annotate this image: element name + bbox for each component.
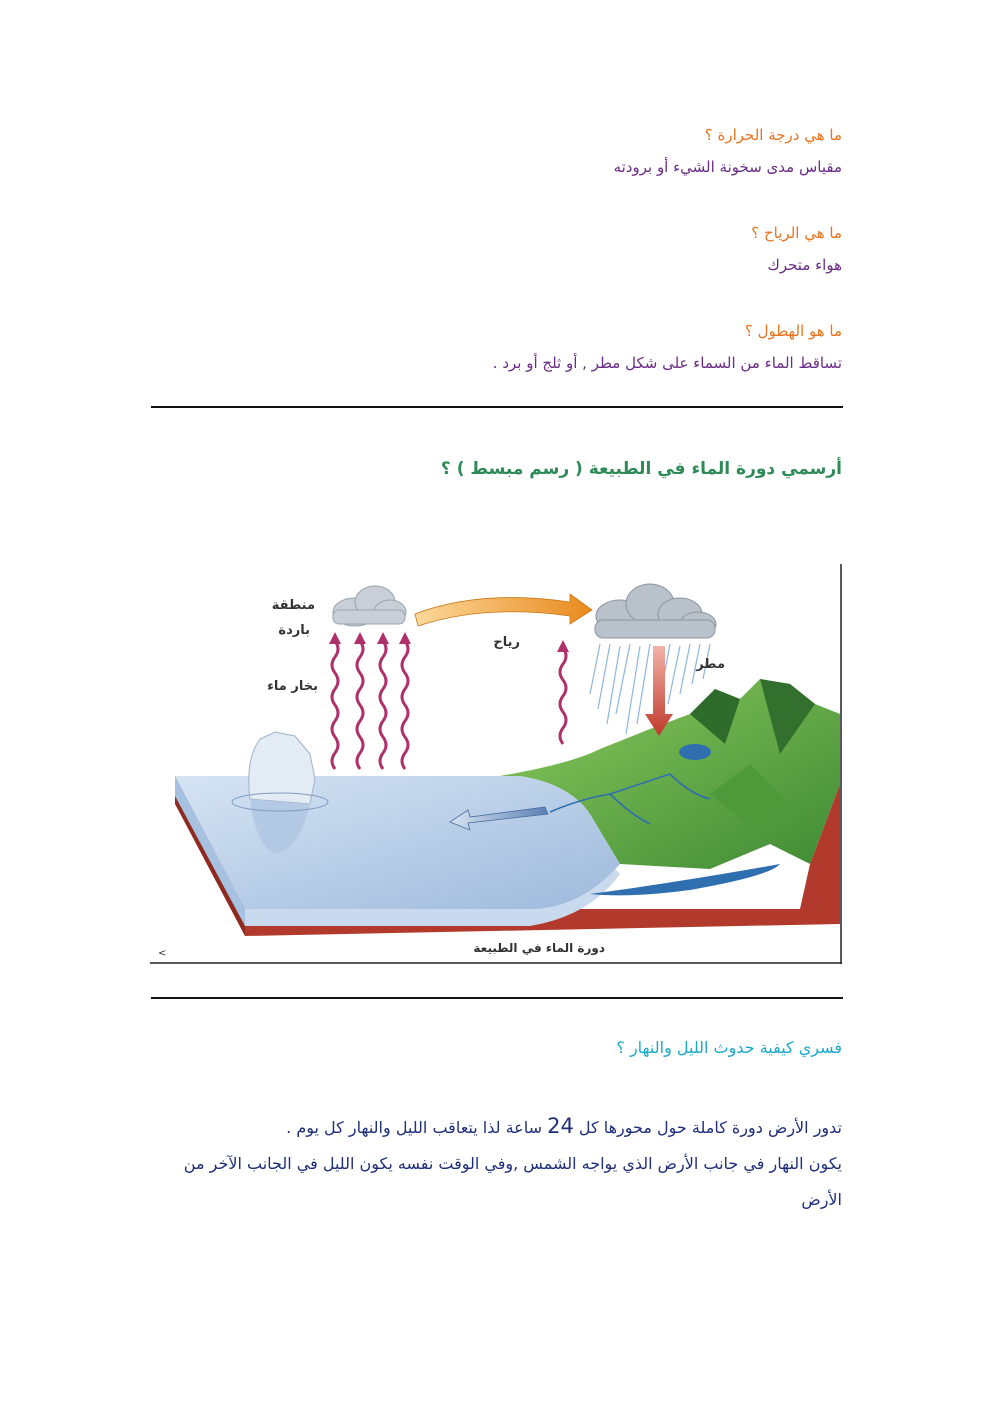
label-rain: مطر bbox=[696, 657, 725, 672]
question-temperature: ما هي درجة الحرارة ؟ bbox=[704, 126, 842, 144]
answer-winds: هواء متحرك bbox=[767, 256, 842, 274]
wind-arrow bbox=[415, 594, 592, 626]
diagram-corner-mark: < bbox=[158, 948, 167, 959]
divider-bottom bbox=[151, 997, 843, 999]
answer-line-2: يكون النهار في جانب الأرض الذي يواجه الشمس ,وفي الوقت نفسه يكون الليل في الجانب الآخر من الأرض bbox=[183, 1154, 842, 1209]
rain-cloud bbox=[595, 584, 716, 638]
answer-line-1 bbox=[162, 1108, 842, 1146]
divider-top bbox=[151, 406, 843, 408]
label-cold-region-2: باردة bbox=[278, 623, 310, 638]
day-night-title: فسري كيفية حدوث الليل والنهار ؟ bbox=[616, 1038, 842, 1057]
label-winds: رياح bbox=[493, 635, 520, 650]
question-precipitation: ما هو الهطول ؟ bbox=[744, 322, 842, 340]
answer-line-1-before: تدور الأرض دورة كاملة حول محورها كل bbox=[578, 1118, 842, 1137]
water-vapor-arrowheads bbox=[329, 632, 569, 652]
hours-number: 24 bbox=[547, 1114, 574, 1138]
label-water-vapor: بخار ماء bbox=[267, 679, 318, 694]
cold-region-cloud bbox=[333, 586, 406, 626]
answer-line-1-after: ساعة لذا يتعاقب الليل والنهار كل يوم . bbox=[286, 1118, 542, 1137]
answer-precipitation: تساقط الماء من السماء على شكل مطر , أو ثلج أو برد . bbox=[492, 354, 842, 372]
underground-water bbox=[590, 864, 780, 895]
answer-temperature: مقياس مدى سخونة الشيء أو برودته bbox=[613, 158, 842, 176]
water-vapor-arrows bbox=[332, 641, 566, 769]
day-night-answer bbox=[162, 1108, 842, 1218]
water-cycle-title: أرسمي دورة الماء في الطبيعة ( رسم مبسط ) ؟ bbox=[440, 459, 842, 479]
water-cycle-diagram bbox=[150, 564, 842, 964]
label-cold-region-1: منطقة bbox=[271, 598, 315, 613]
lake bbox=[679, 744, 711, 760]
question-winds: ما هي الرياح ؟ bbox=[751, 224, 842, 242]
sea-surface bbox=[175, 776, 620, 909]
diagram-caption: دورة الماء في الطبيعة bbox=[473, 941, 605, 955]
